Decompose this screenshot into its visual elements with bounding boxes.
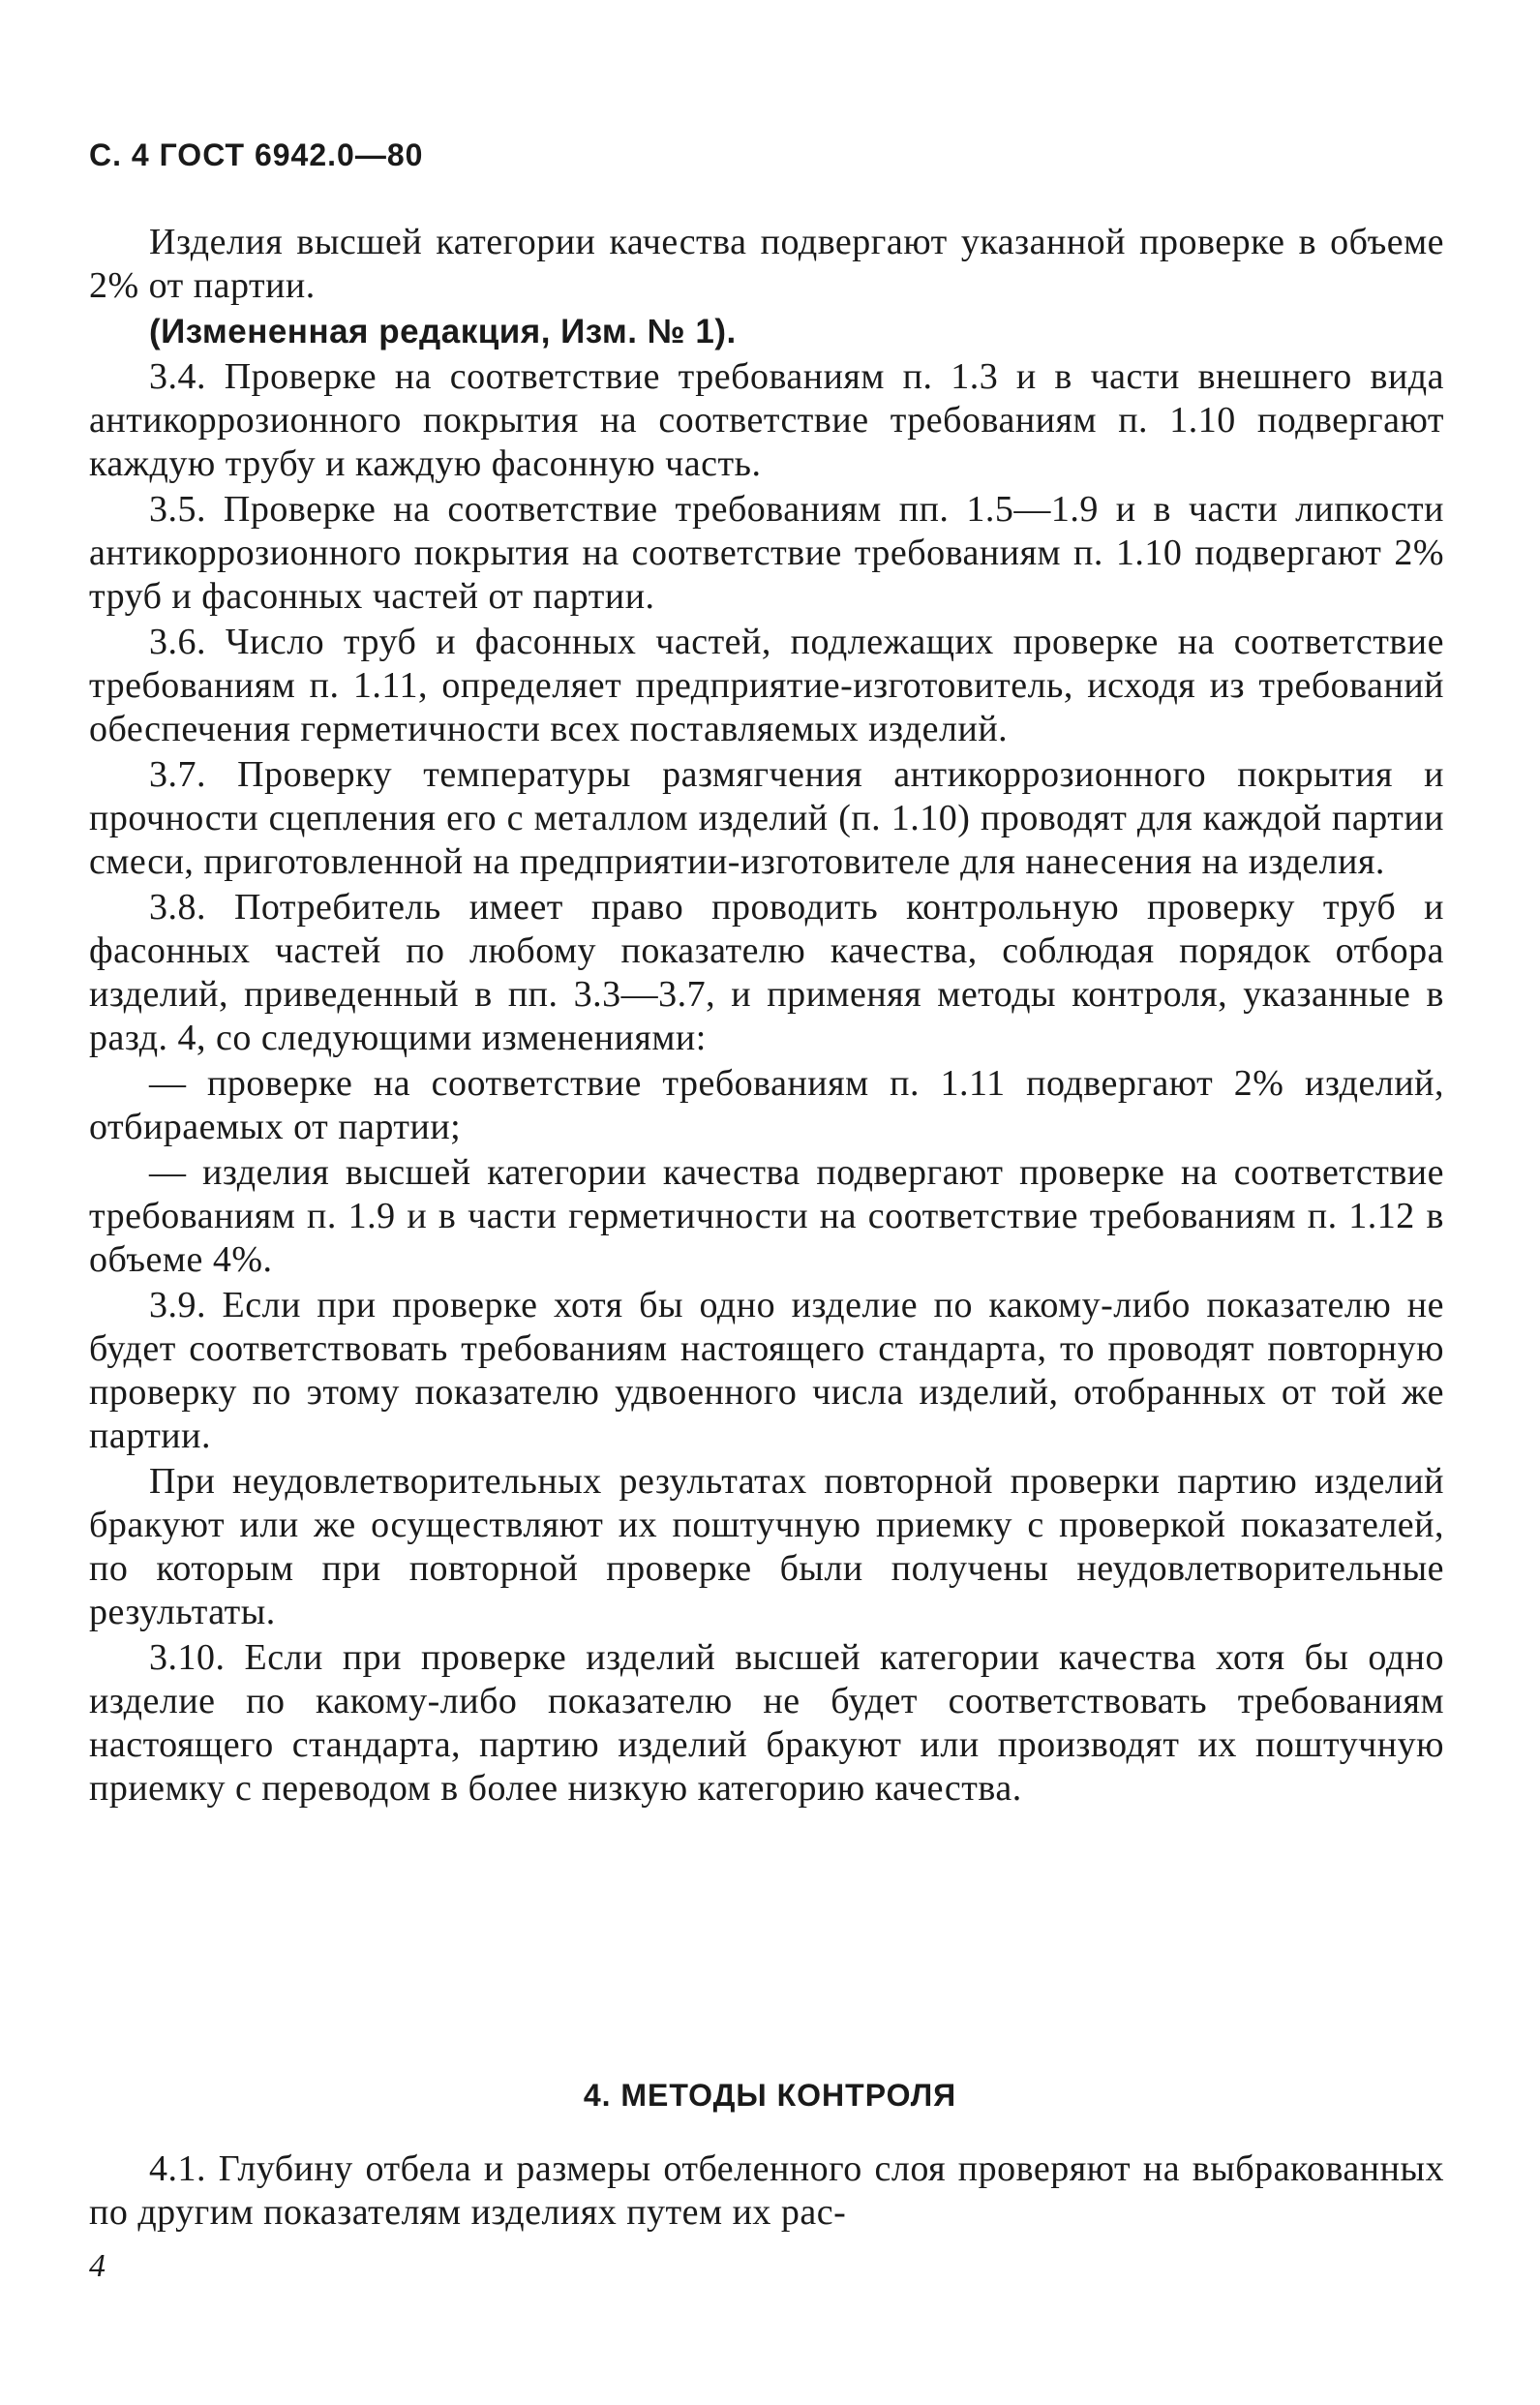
paragraph: 3.4. Проверке на соответствие требованиям п. 1.3 и в части внешнего вида антикоррозионного покрытия на соответствие требованиям п. 1.10 подвергают каждую трубу и каждую фасонную часть. <box>89 356 1444 484</box>
paragraph: При неудовлетворительных результатах повторной проверки партию изделий бракуют или же осуществляют их поштучную приемку с проверкой показателей, по которым при повторной проверке были получены неудовлетворительные результаты. <box>89 1461 1444 1632</box>
paragraph: 3.5. Проверке на соответствие требованиям пп. 1.5—1.9 и в части липкости антикоррозионного покрытия на соответствие требованиям п. 1.10 подвергают 2% труб и фасонных частей от партии. <box>89 489 1444 617</box>
section-heading: 4. МЕТОДЫ КОНТРОЛЯ <box>583 2078 957 2113</box>
paragraph: 3.10. Если при проверке изделий высшей категории качества хотя бы одно изделие по какому-либо показателю не будет соответствовать требованиям настоящего стандарта, партию изделий бракуют или производят их поштучную приемку с переводом в более низкую категорию качества. <box>89 1637 1444 1809</box>
paragraph: 3.8. Потребитель имеет право проводить контрольную проверку труб и фасонных частей по любому показателю качества, соблюдая порядок отбора изделий, приведенный в пп. 3.3—3.7, и применяя методы контроля, указанные в разд. 4, со следующими изменениями: <box>89 887 1444 1058</box>
page-header: С. 4 ГОСТ 6942.0—80 <box>89 137 424 172</box>
paragraph: 3.7. Проверку температуры размягчения антикоррозионного покрытия и прочности сцепления его с металлом изделий (п. 1.10) проводят для каждой партии смеси, приготовленной на предприятии-изготовителе для нанесения на изделия. <box>89 754 1444 882</box>
list-item: — изделия высшей категории качества подвергают проверке на соответствие требованиям п. 1.9 и в части герметичности на соответствие требованиям п. 1.12 в объеме 4%. <box>89 1152 1444 1280</box>
paragraph: 3.6. Число труб и фасонных частей, подлежащих проверке на соответствие требованиям п. 1.11, определяет предприятие-изготовитель, исходя из требований обеспечения герметичности всех поставляемых изделий. <box>89 622 1444 749</box>
page-number: 4 <box>89 2248 106 2284</box>
paragraph: 4.1. Глубину отбела и размеры отбеленного слоя проверяют на выбракованных по другим показателям изделиях путем их рас- <box>89 2148 1444 2233</box>
paragraph: 3.9. Если при проверке хотя бы одно изделие по какому-либо показателю не будет соответствовать требованиям настоящего стандарта, то проводят повторную проверку по этому показателю удвоенного числа изделий, отобранных от той же партии. <box>89 1285 1444 1456</box>
paragraph: Изделия высшей категории качества подвергают указанной проверке в объеме 2% от партии. <box>89 222 1444 306</box>
amendment-note: (Измененная редакция, Изм. № 1). <box>149 313 737 350</box>
section-body-text <box>89 2147 1444 2235</box>
body-text <box>89 221 1444 1812</box>
list-item: — проверке на соответствие требованиям п. 1.11 подвергают 2% изделий, отбираемых от партии; <box>89 1063 1444 1147</box>
